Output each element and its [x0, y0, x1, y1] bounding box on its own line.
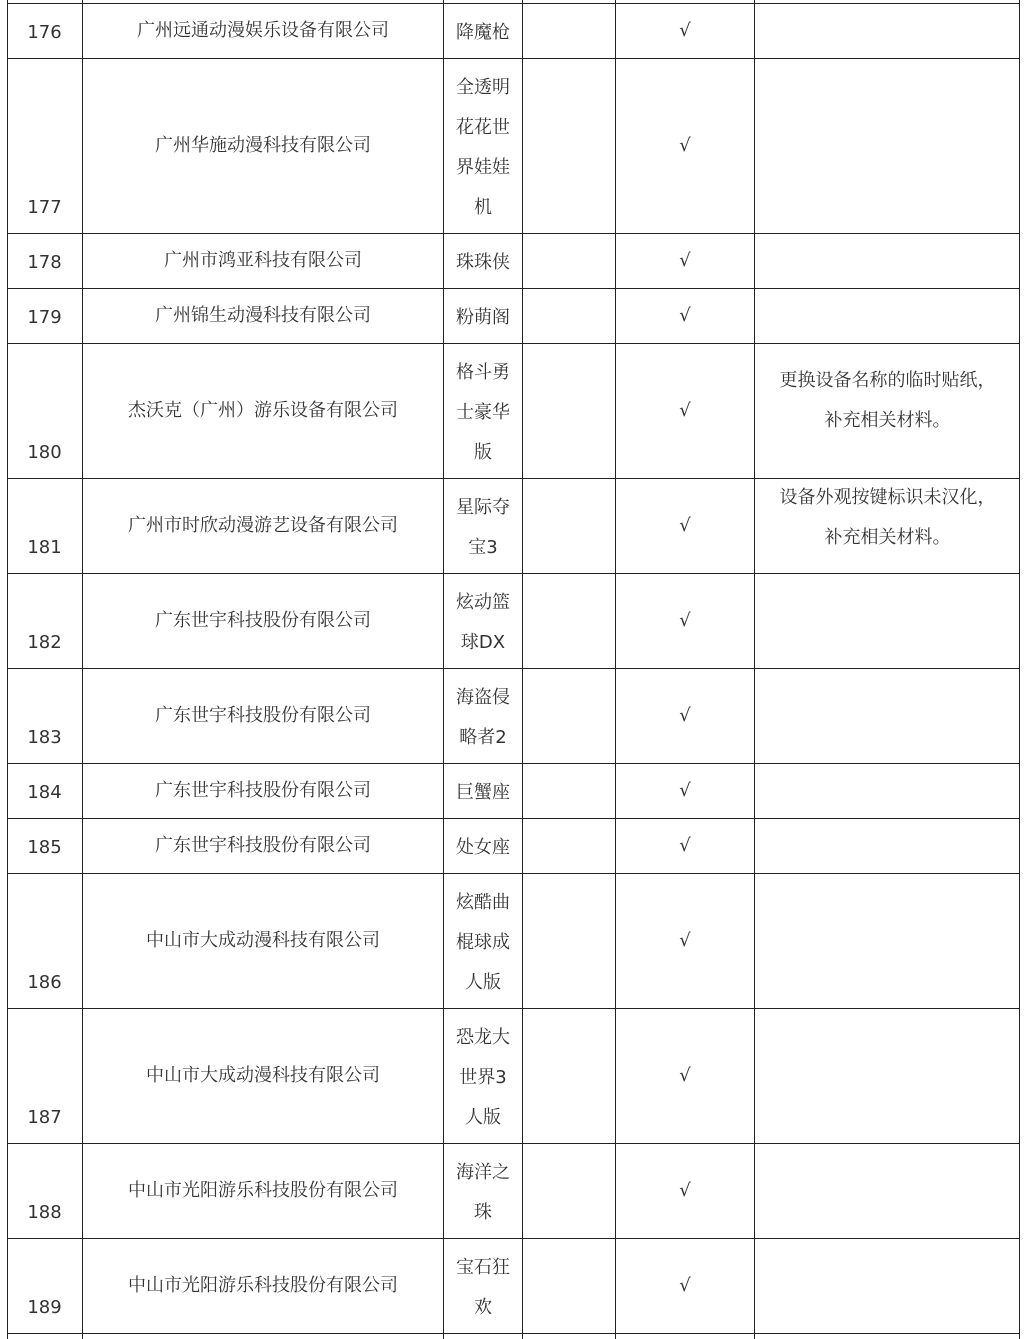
remark-cell [755, 233, 1020, 288]
row-number: 180 [27, 442, 62, 463]
remark-cell [755, 1008, 1020, 1143]
company-name: 广东世宇科技股份有限公司 [155, 780, 371, 801]
row-number-cell [7, 288, 82, 343]
approved-check-cell [616, 478, 754, 573]
remark-line: 补充相关材料。 [824, 527, 951, 548]
remark-cell [755, 818, 1020, 873]
company-name: 广州华施动漫科技有限公司 [155, 135, 371, 156]
device-name-line: 人版 [465, 1107, 501, 1128]
row-number-cell [7, 233, 82, 288]
company-name-cell [83, 573, 443, 668]
company-name: 广州远通动漫娱乐设备有限公司 [137, 20, 389, 41]
row-number-cell [7, 1143, 82, 1238]
check-mark: √ [679, 515, 691, 536]
device-name-line: 士豪华 [456, 402, 510, 423]
company-name-cell [83, 288, 443, 343]
row-number: 188 [27, 1202, 62, 1223]
approved-check-cell [616, 668, 754, 763]
row-number-cell [7, 1008, 82, 1143]
device-name-line: 球DX [460, 632, 506, 653]
remark-line: 补充相关材料。 [824, 410, 951, 431]
company-name-cell [83, 1238, 443, 1333]
remark-cell [755, 763, 1020, 818]
row-number: 181 [27, 537, 62, 558]
remark-cell [755, 873, 1020, 1008]
check-mark: √ [679, 705, 691, 726]
row-number: 178 [27, 252, 62, 273]
check-mark: √ [679, 930, 691, 951]
device-name-cell [444, 873, 522, 1008]
device-name-cell [444, 1008, 522, 1143]
remark-cell [755, 573, 1020, 668]
remark-line: 更换设备名称的临时贴纸， [779, 370, 996, 391]
device-name-line: 巨蟹座 [456, 782, 510, 803]
check-mark: √ [679, 250, 691, 271]
company-name: 杰沃克（广州）游乐设备有限公司 [128, 400, 398, 421]
row-number-cell [7, 763, 82, 818]
row-number-cell [7, 58, 82, 233]
row-number: 189 [27, 1297, 62, 1318]
device-name-line: 宝石狂 [456, 1257, 510, 1278]
row-number: 177 [27, 197, 62, 218]
approved-check-cell [616, 1008, 754, 1143]
row-number-cell [7, 1238, 82, 1333]
remark-cell [755, 478, 1020, 575]
device-name-line: 降魔枪 [456, 22, 510, 43]
company-name: 广州市时欣动漫游艺设备有限公司 [128, 515, 398, 536]
row-number: 186 [27, 972, 62, 993]
row-number-cell [7, 478, 82, 573]
company-name: 中山市大成动漫科技有限公司 [146, 1065, 380, 1086]
device-name-cell [444, 763, 522, 818]
device-name-line: 炫酷曲 [456, 892, 510, 913]
device-name-line: 恐龙大 [456, 1027, 510, 1048]
company-name-cell [83, 668, 443, 763]
row-number-cell [7, 668, 82, 763]
company-name-cell [83, 1143, 443, 1238]
company-name: 广东世宇科技股份有限公司 [155, 610, 371, 631]
row-number: 176 [27, 22, 62, 43]
row-number: 182 [27, 632, 62, 653]
column-divider [522, 0, 523, 1339]
check-mark: √ [679, 610, 691, 631]
check-mark: √ [679, 305, 691, 326]
check-mark: √ [679, 835, 691, 856]
device-name-cell [444, 343, 522, 478]
approved-check-cell [616, 3, 754, 58]
remark-cell [755, 343, 1020, 478]
device-name-line: 星际夺 [456, 497, 510, 518]
device-name-cell [444, 668, 522, 763]
approved-check-cell [616, 873, 754, 1008]
device-name-cell [444, 1143, 522, 1238]
check-mark: √ [679, 135, 691, 156]
company-name-cell [83, 873, 443, 1008]
remark-cell [755, 1238, 1020, 1333]
approved-check-cell [616, 1238, 754, 1333]
company-name-cell [83, 763, 443, 818]
row-number-cell [7, 573, 82, 668]
company-name-cell [83, 58, 443, 233]
row-number-cell [7, 343, 82, 478]
row-number: 179 [27, 307, 62, 328]
device-name-line: 海洋之 [456, 1162, 510, 1183]
company-name: 中山市光阳游乐科技股份有限公司 [128, 1180, 398, 1201]
remark-cell [755, 1143, 1020, 1238]
device-name-line: 格斗勇 [456, 362, 510, 383]
check-mark: √ [679, 1065, 691, 1086]
company-name-cell [83, 818, 443, 873]
remark-line: 设备外观按键标识未汉化， [779, 487, 996, 508]
device-name-line: 欢 [474, 1297, 492, 1318]
approved-check-cell [616, 343, 754, 478]
device-name-line: 珠珠侠 [456, 252, 510, 273]
device-name-cell [444, 478, 522, 573]
remark-cell [755, 668, 1020, 763]
device-name-line: 版 [474, 442, 492, 463]
device-name-line: 略者2 [459, 727, 507, 748]
device-name-cell [444, 1238, 522, 1333]
approved-check-cell [616, 763, 754, 818]
device-name-cell [444, 233, 522, 288]
remark-cell [755, 58, 1020, 233]
company-name: 广东世宇科技股份有限公司 [155, 835, 371, 856]
approved-check-cell [616, 1143, 754, 1238]
check-mark: √ [679, 780, 691, 801]
row-number-cell [7, 3, 82, 58]
device-name-line: 粉萌阁 [456, 307, 510, 328]
company-name-cell [83, 343, 443, 478]
device-name-line: 珠 [474, 1202, 492, 1223]
row-number: 183 [27, 727, 62, 748]
device-name-cell [444, 288, 522, 343]
device-name-line: 人版 [465, 972, 501, 993]
company-name: 广州锦生动漫科技有限公司 [155, 305, 371, 326]
row-number-cell [7, 873, 82, 1008]
remark-cell [755, 288, 1020, 343]
device-name-line: 炫动篮 [456, 592, 510, 613]
approved-check-cell [616, 58, 754, 233]
device-name-line: 宝3 [468, 537, 498, 558]
row-number-cell [7, 818, 82, 873]
company-name: 广东世宇科技股份有限公司 [155, 705, 371, 726]
company-name-cell [83, 3, 443, 58]
company-name: 中山市光阳游乐科技股份有限公司 [128, 1275, 398, 1296]
device-name-cell [444, 818, 522, 873]
company-name-cell [83, 1008, 443, 1143]
company-name: 广州市鸿亚科技有限公司 [164, 250, 362, 271]
row-number: 187 [27, 1107, 62, 1128]
device-name-line: 世界3 [459, 1067, 507, 1088]
device-name-line: 界娃娃 [456, 157, 510, 178]
check-mark: √ [679, 20, 691, 41]
device-name-cell [444, 573, 522, 668]
device-name-line: 海盗侵 [456, 687, 510, 708]
company-name-cell [83, 478, 443, 573]
company-name: 中山市大成动漫科技有限公司 [146, 930, 380, 951]
device-name-line: 花花世 [456, 117, 510, 138]
row-number: 185 [27, 837, 62, 858]
device-name-line: 棍球成 [456, 932, 510, 953]
check-mark: √ [679, 1275, 691, 1296]
remark-cell [755, 3, 1020, 58]
approved-check-cell [616, 818, 754, 873]
approved-check-cell [616, 573, 754, 668]
device-name-line: 处女座 [456, 837, 510, 858]
device-name-line: 全透明 [456, 77, 510, 98]
company-name-cell [83, 233, 443, 288]
row-divider [7, 1333, 1020, 1334]
row-number: 184 [27, 782, 62, 803]
device-name-cell [444, 3, 522, 58]
approved-check-cell [616, 233, 754, 288]
device-name-line: 机 [474, 197, 492, 218]
device-name-cell [444, 58, 522, 233]
check-mark: √ [679, 400, 691, 421]
approved-check-cell [616, 288, 754, 343]
check-mark: √ [679, 1180, 691, 1201]
